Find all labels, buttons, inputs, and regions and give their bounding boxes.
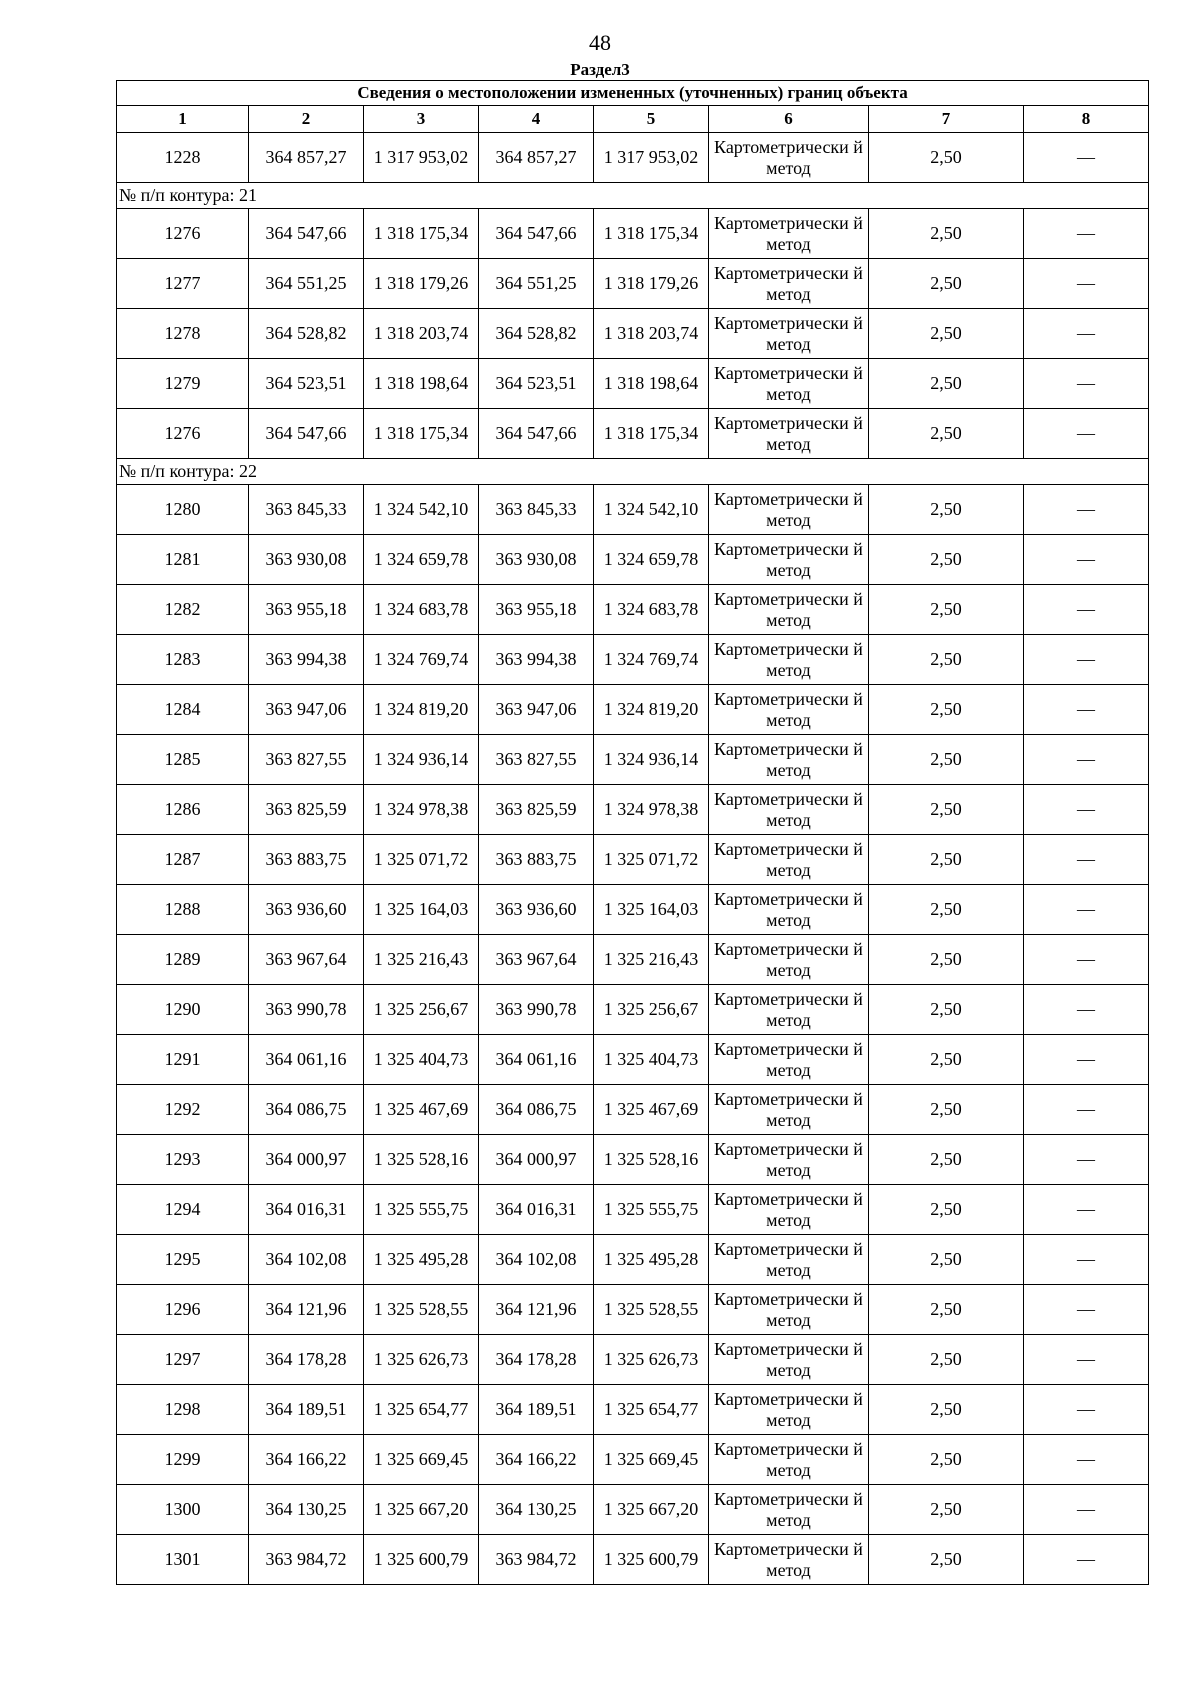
x-new-cell: 364 189,51 bbox=[479, 1385, 594, 1435]
accuracy-cell: 2,50 bbox=[869, 1035, 1024, 1085]
y-existing-cell: 1 325 669,45 bbox=[364, 1435, 479, 1485]
description-cell: — bbox=[1024, 785, 1149, 835]
description-cell: — bbox=[1024, 635, 1149, 685]
accuracy-cell: 2,50 bbox=[869, 1185, 1024, 1235]
table-row bbox=[117, 1535, 1149, 1585]
column-number: 6 bbox=[709, 106, 869, 133]
y-new-cell: 1 325 600,79 bbox=[594, 1535, 709, 1585]
y-new-cell: 1 325 528,55 bbox=[594, 1285, 709, 1335]
table-title: Сведения о местоположении измененных (уточненных) границ объекта bbox=[117, 81, 1149, 106]
section-title: Раздел3 bbox=[570, 60, 630, 79]
y-new-cell: 1 324 978,38 bbox=[594, 785, 709, 835]
table-row bbox=[117, 1235, 1149, 1285]
point-number-cell: 1285 bbox=[117, 735, 249, 785]
point-number-cell: 1290 bbox=[117, 985, 249, 1035]
accuracy-cell: 2,50 bbox=[869, 409, 1024, 459]
y-new-cell: 1 325 071,72 bbox=[594, 835, 709, 885]
method-cell: Картометрически й метод bbox=[709, 1085, 869, 1135]
method-cell: Картометрически й метод bbox=[709, 1035, 869, 1085]
accuracy-cell: 2,50 bbox=[869, 1385, 1024, 1435]
description-cell: — bbox=[1024, 133, 1149, 183]
accuracy-cell: 2,50 bbox=[869, 259, 1024, 309]
description-cell: — bbox=[1024, 1535, 1149, 1585]
contour-label: № п/п контура: 22 bbox=[117, 459, 1149, 485]
column-number-row bbox=[117, 106, 1149, 133]
x-existing-cell: 364 523,51 bbox=[249, 359, 364, 409]
method-cell: Картометрически й метод bbox=[709, 735, 869, 785]
description-cell: — bbox=[1024, 1385, 1149, 1435]
x-new-cell: 363 883,75 bbox=[479, 835, 594, 885]
x-existing-cell: 364 166,22 bbox=[249, 1435, 364, 1485]
accuracy-cell: 2,50 bbox=[869, 309, 1024, 359]
y-new-cell: 1 324 542,10 bbox=[594, 485, 709, 535]
table-row bbox=[117, 1135, 1149, 1185]
x-new-cell: 364 130,25 bbox=[479, 1485, 594, 1535]
x-new-cell: 363 984,72 bbox=[479, 1535, 594, 1585]
y-new-cell: 1 318 203,74 bbox=[594, 309, 709, 359]
x-existing-cell: 363 947,06 bbox=[249, 685, 364, 735]
method-cell: Картометрически й метод bbox=[709, 585, 869, 635]
x-existing-cell: 363 845,33 bbox=[249, 485, 364, 535]
method-cell: Картометрически й метод bbox=[709, 1535, 869, 1585]
x-new-cell: 364 551,25 bbox=[479, 259, 594, 309]
contour-label: № п/п контура: 21 bbox=[117, 183, 1149, 209]
table-row bbox=[117, 1085, 1149, 1135]
x-existing-cell: 364 857,27 bbox=[249, 133, 364, 183]
x-existing-cell: 363 967,64 bbox=[249, 935, 364, 985]
column-number: 1 bbox=[117, 106, 249, 133]
accuracy-cell: 2,50 bbox=[869, 1235, 1024, 1285]
point-number-cell: 1228 bbox=[117, 133, 249, 183]
x-new-cell: 364 528,82 bbox=[479, 309, 594, 359]
y-new-cell: 1 324 683,78 bbox=[594, 585, 709, 635]
column-number: 8 bbox=[1024, 106, 1149, 133]
method-cell: Картометрически й метод bbox=[709, 1235, 869, 1285]
method-cell: Картометрически й метод bbox=[709, 1385, 869, 1435]
y-new-cell: 1 318 179,26 bbox=[594, 259, 709, 309]
table-row bbox=[117, 735, 1149, 785]
y-new-cell: 1 325 256,67 bbox=[594, 985, 709, 1035]
x-new-cell: 364 086,75 bbox=[479, 1085, 594, 1135]
accuracy-cell: 2,50 bbox=[869, 1285, 1024, 1335]
accuracy-cell: 2,50 bbox=[869, 735, 1024, 785]
point-number-cell: 1296 bbox=[117, 1285, 249, 1335]
y-new-cell: 1 325 555,75 bbox=[594, 1185, 709, 1235]
x-new-cell: 364 000,97 bbox=[479, 1135, 594, 1185]
x-new-cell: 364 016,31 bbox=[479, 1185, 594, 1235]
x-new-cell: 364 523,51 bbox=[479, 359, 594, 409]
table-row bbox=[117, 1035, 1149, 1085]
y-existing-cell: 1 317 953,02 bbox=[364, 133, 479, 183]
table-row bbox=[117, 409, 1149, 459]
x-existing-cell: 363 827,55 bbox=[249, 735, 364, 785]
description-cell: — bbox=[1024, 1035, 1149, 1085]
page-number: 48 bbox=[589, 30, 611, 55]
x-new-cell: 364 547,66 bbox=[479, 409, 594, 459]
table-row bbox=[117, 359, 1149, 409]
y-new-cell: 1 325 495,28 bbox=[594, 1235, 709, 1285]
contour-header-row bbox=[117, 459, 1149, 485]
point-number-cell: 1289 bbox=[117, 935, 249, 985]
description-cell: — bbox=[1024, 735, 1149, 785]
accuracy-cell: 2,50 bbox=[869, 209, 1024, 259]
method-cell: Картометрически й метод bbox=[709, 309, 869, 359]
point-number-cell: 1286 bbox=[117, 785, 249, 835]
table-body bbox=[117, 133, 1149, 1585]
method-cell: Картометрически й метод bbox=[709, 835, 869, 885]
description-cell: — bbox=[1024, 585, 1149, 635]
x-new-cell: 363 936,60 bbox=[479, 885, 594, 935]
y-new-cell: 1 317 953,02 bbox=[594, 133, 709, 183]
x-existing-cell: 364 528,82 bbox=[249, 309, 364, 359]
description-cell: — bbox=[1024, 1235, 1149, 1285]
table-row bbox=[117, 209, 1149, 259]
accuracy-cell: 2,50 bbox=[869, 985, 1024, 1035]
description-cell: — bbox=[1024, 535, 1149, 585]
x-existing-cell: 364 547,66 bbox=[249, 409, 364, 459]
method-cell: Картометрически й метод bbox=[709, 259, 869, 309]
x-existing-cell: 364 086,75 bbox=[249, 1085, 364, 1135]
column-number: 5 bbox=[594, 106, 709, 133]
y-existing-cell: 1 318 179,26 bbox=[364, 259, 479, 309]
y-existing-cell: 1 324 659,78 bbox=[364, 535, 479, 585]
accuracy-cell: 2,50 bbox=[869, 1485, 1024, 1535]
y-new-cell: 1 325 467,69 bbox=[594, 1085, 709, 1135]
x-existing-cell: 364 016,31 bbox=[249, 1185, 364, 1235]
y-existing-cell: 1 325 528,55 bbox=[364, 1285, 479, 1335]
method-cell: Картометрически й метод bbox=[709, 1285, 869, 1335]
y-new-cell: 1 325 667,20 bbox=[594, 1485, 709, 1535]
x-new-cell: 364 857,27 bbox=[479, 133, 594, 183]
y-existing-cell: 1 325 216,43 bbox=[364, 935, 479, 985]
y-existing-cell: 1 324 978,38 bbox=[364, 785, 479, 835]
accuracy-cell: 2,50 bbox=[869, 1435, 1024, 1485]
table-row bbox=[117, 309, 1149, 359]
point-number-cell: 1277 bbox=[117, 259, 249, 309]
table-row bbox=[117, 685, 1149, 735]
description-cell: — bbox=[1024, 985, 1149, 1035]
y-new-cell: 1 324 659,78 bbox=[594, 535, 709, 585]
accuracy-cell: 2,50 bbox=[869, 935, 1024, 985]
y-new-cell: 1 325 528,16 bbox=[594, 1135, 709, 1185]
point-number-cell: 1278 bbox=[117, 309, 249, 359]
x-new-cell: 364 547,66 bbox=[479, 209, 594, 259]
point-number-cell: 1292 bbox=[117, 1085, 249, 1135]
table-row bbox=[117, 1335, 1149, 1385]
method-cell: Картометрически й метод bbox=[709, 1135, 869, 1185]
table-row bbox=[117, 1285, 1149, 1335]
x-existing-cell: 363 990,78 bbox=[249, 985, 364, 1035]
description-cell: — bbox=[1024, 359, 1149, 409]
table-row bbox=[117, 935, 1149, 985]
y-new-cell: 1 324 936,14 bbox=[594, 735, 709, 785]
y-existing-cell: 1 325 667,20 bbox=[364, 1485, 479, 1535]
point-number-cell: 1297 bbox=[117, 1335, 249, 1385]
description-cell: — bbox=[1024, 259, 1149, 309]
method-cell: Картометрически й метод bbox=[709, 1185, 869, 1235]
x-new-cell: 363 947,06 bbox=[479, 685, 594, 735]
table-row bbox=[117, 485, 1149, 535]
description-cell: — bbox=[1024, 485, 1149, 535]
y-new-cell: 1 324 819,20 bbox=[594, 685, 709, 735]
point-number-cell: 1298 bbox=[117, 1385, 249, 1435]
x-existing-cell: 364 189,51 bbox=[249, 1385, 364, 1435]
point-number-cell: 1288 bbox=[117, 885, 249, 935]
point-number-cell: 1280 bbox=[117, 485, 249, 535]
table-row bbox=[117, 535, 1149, 585]
x-new-cell: 364 166,22 bbox=[479, 1435, 594, 1485]
point-number-cell: 1282 bbox=[117, 585, 249, 635]
table-row bbox=[117, 133, 1149, 183]
method-cell: Картометрически й метод bbox=[709, 209, 869, 259]
y-existing-cell: 1 325 495,28 bbox=[364, 1235, 479, 1285]
table-row bbox=[117, 1385, 1149, 1435]
point-number-cell: 1300 bbox=[117, 1485, 249, 1535]
description-cell: — bbox=[1024, 885, 1149, 935]
y-existing-cell: 1 325 528,16 bbox=[364, 1135, 479, 1185]
x-existing-cell: 363 936,60 bbox=[249, 885, 364, 935]
y-new-cell: 1 325 669,45 bbox=[594, 1435, 709, 1485]
point-number-cell: 1279 bbox=[117, 359, 249, 409]
x-existing-cell: 364 551,25 bbox=[249, 259, 364, 309]
accuracy-cell: 2,50 bbox=[869, 785, 1024, 835]
y-new-cell: 1 318 175,34 bbox=[594, 209, 709, 259]
x-new-cell: 363 994,38 bbox=[479, 635, 594, 685]
accuracy-cell: 2,50 bbox=[869, 585, 1024, 635]
x-existing-cell: 363 955,18 bbox=[249, 585, 364, 635]
method-cell: Картометрически й метод bbox=[709, 1335, 869, 1385]
method-cell: Картометрически й метод bbox=[709, 1485, 869, 1535]
point-number-cell: 1293 bbox=[117, 1135, 249, 1185]
accuracy-cell: 2,50 bbox=[869, 835, 1024, 885]
description-cell: — bbox=[1024, 1185, 1149, 1235]
point-number-cell: 1276 bbox=[117, 209, 249, 259]
x-new-cell: 364 121,96 bbox=[479, 1285, 594, 1335]
table-row bbox=[117, 985, 1149, 1035]
x-existing-cell: 364 000,97 bbox=[249, 1135, 364, 1185]
y-existing-cell: 1 325 467,69 bbox=[364, 1085, 479, 1135]
x-new-cell: 363 967,64 bbox=[479, 935, 594, 985]
x-existing-cell: 363 825,59 bbox=[249, 785, 364, 835]
y-new-cell: 1 325 654,77 bbox=[594, 1385, 709, 1435]
description-cell: — bbox=[1024, 835, 1149, 885]
x-existing-cell: 363 930,08 bbox=[249, 535, 364, 585]
x-existing-cell: 364 547,66 bbox=[249, 209, 364, 259]
y-existing-cell: 1 324 819,20 bbox=[364, 685, 479, 735]
description-cell: — bbox=[1024, 685, 1149, 735]
description-cell: — bbox=[1024, 209, 1149, 259]
description-cell: — bbox=[1024, 1085, 1149, 1135]
y-existing-cell: 1 324 936,14 bbox=[364, 735, 479, 785]
method-cell: Картометрически й метод bbox=[709, 535, 869, 585]
y-existing-cell: 1 324 769,74 bbox=[364, 635, 479, 685]
method-cell: Картометрически й метод bbox=[709, 1435, 869, 1485]
accuracy-cell: 2,50 bbox=[869, 1135, 1024, 1185]
y-existing-cell: 1 324 683,78 bbox=[364, 585, 479, 635]
x-new-cell: 364 178,28 bbox=[479, 1335, 594, 1385]
column-number: 4 bbox=[479, 106, 594, 133]
method-cell: Картометрически й метод bbox=[709, 785, 869, 835]
table-row bbox=[117, 785, 1149, 835]
method-cell: Картометрически й метод bbox=[709, 359, 869, 409]
accuracy-cell: 2,50 bbox=[869, 485, 1024, 535]
point-number-cell: 1299 bbox=[117, 1435, 249, 1485]
x-existing-cell: 364 178,28 bbox=[249, 1335, 364, 1385]
y-new-cell: 1 318 175,34 bbox=[594, 409, 709, 459]
description-cell: — bbox=[1024, 1485, 1149, 1535]
method-cell: Картометрически й метод bbox=[709, 133, 869, 183]
point-number-cell: 1281 bbox=[117, 535, 249, 585]
description-cell: — bbox=[1024, 409, 1149, 459]
description-cell: — bbox=[1024, 1435, 1149, 1485]
description-cell: — bbox=[1024, 1285, 1149, 1335]
y-new-cell: 1 325 216,43 bbox=[594, 935, 709, 985]
method-cell: Картометрически й метод bbox=[709, 685, 869, 735]
y-new-cell: 1 324 769,74 bbox=[594, 635, 709, 685]
x-new-cell: 364 102,08 bbox=[479, 1235, 594, 1285]
method-cell: Картометрически й метод bbox=[709, 635, 869, 685]
y-existing-cell: 1 324 542,10 bbox=[364, 485, 479, 535]
accuracy-cell: 2,50 bbox=[869, 885, 1024, 935]
point-number-cell: 1283 bbox=[117, 635, 249, 685]
x-existing-cell: 363 984,72 bbox=[249, 1535, 364, 1585]
accuracy-cell: 2,50 bbox=[869, 685, 1024, 735]
y-existing-cell: 1 325 555,75 bbox=[364, 1185, 479, 1235]
y-existing-cell: 1 325 071,72 bbox=[364, 835, 479, 885]
x-existing-cell: 363 883,75 bbox=[249, 835, 364, 885]
table-row bbox=[117, 1435, 1149, 1485]
table-row bbox=[117, 1485, 1149, 1535]
y-existing-cell: 1 325 256,67 bbox=[364, 985, 479, 1035]
contour-header-row bbox=[117, 183, 1149, 209]
point-number-cell: 1284 bbox=[117, 685, 249, 735]
method-cell: Картометрически й метод bbox=[709, 409, 869, 459]
y-existing-cell: 1 325 626,73 bbox=[364, 1335, 479, 1385]
x-new-cell: 363 930,08 bbox=[479, 535, 594, 585]
column-number: 7 bbox=[869, 106, 1024, 133]
method-cell: Картометрически й метод bbox=[709, 485, 869, 535]
x-new-cell: 364 061,16 bbox=[479, 1035, 594, 1085]
y-existing-cell: 1 318 175,34 bbox=[364, 209, 479, 259]
x-new-cell: 363 990,78 bbox=[479, 985, 594, 1035]
x-existing-cell: 363 994,38 bbox=[249, 635, 364, 685]
x-existing-cell: 364 130,25 bbox=[249, 1485, 364, 1535]
accuracy-cell: 2,50 bbox=[869, 133, 1024, 183]
x-new-cell: 363 955,18 bbox=[479, 585, 594, 635]
y-existing-cell: 1 325 404,73 bbox=[364, 1035, 479, 1085]
boundary-coordinates-table bbox=[116, 80, 1149, 1585]
y-new-cell: 1 325 164,03 bbox=[594, 885, 709, 935]
table-row bbox=[117, 635, 1149, 685]
y-new-cell: 1 318 198,64 bbox=[594, 359, 709, 409]
method-cell: Картометрически й метод bbox=[709, 885, 869, 935]
method-cell: Картометрически й метод bbox=[709, 935, 869, 985]
x-new-cell: 363 845,33 bbox=[479, 485, 594, 535]
method-cell: Картометрически й метод bbox=[709, 985, 869, 1035]
table-row bbox=[117, 835, 1149, 885]
description-cell: — bbox=[1024, 1135, 1149, 1185]
x-new-cell: 363 825,59 bbox=[479, 785, 594, 835]
y-existing-cell: 1 318 203,74 bbox=[364, 309, 479, 359]
description-cell: — bbox=[1024, 309, 1149, 359]
x-new-cell: 363 827,55 bbox=[479, 735, 594, 785]
description-cell: — bbox=[1024, 935, 1149, 985]
description-cell: — bbox=[1024, 1335, 1149, 1385]
y-existing-cell: 1 325 600,79 bbox=[364, 1535, 479, 1585]
accuracy-cell: 2,50 bbox=[869, 1535, 1024, 1585]
table-row bbox=[117, 1185, 1149, 1235]
point-number-cell: 1291 bbox=[117, 1035, 249, 1085]
y-existing-cell: 1 325 164,03 bbox=[364, 885, 479, 935]
point-number-cell: 1276 bbox=[117, 409, 249, 459]
x-existing-cell: 364 121,96 bbox=[249, 1285, 364, 1335]
table-row bbox=[117, 259, 1149, 309]
accuracy-cell: 2,50 bbox=[869, 1085, 1024, 1135]
y-new-cell: 1 325 626,73 bbox=[594, 1335, 709, 1385]
column-number: 3 bbox=[364, 106, 479, 133]
accuracy-cell: 2,50 bbox=[869, 1335, 1024, 1385]
column-number: 2 bbox=[249, 106, 364, 133]
x-existing-cell: 364 102,08 bbox=[249, 1235, 364, 1285]
accuracy-cell: 2,50 bbox=[869, 535, 1024, 585]
x-existing-cell: 364 061,16 bbox=[249, 1035, 364, 1085]
y-existing-cell: 1 325 654,77 bbox=[364, 1385, 479, 1435]
table-row bbox=[117, 585, 1149, 635]
point-number-cell: 1301 bbox=[117, 1535, 249, 1585]
y-new-cell: 1 325 404,73 bbox=[594, 1035, 709, 1085]
y-existing-cell: 1 318 198,64 bbox=[364, 359, 479, 409]
point-number-cell: 1294 bbox=[117, 1185, 249, 1235]
accuracy-cell: 2,50 bbox=[869, 359, 1024, 409]
y-existing-cell: 1 318 175,34 bbox=[364, 409, 479, 459]
point-number-cell: 1287 bbox=[117, 835, 249, 885]
accuracy-cell: 2,50 bbox=[869, 635, 1024, 685]
point-number-cell: 1295 bbox=[117, 1235, 249, 1285]
table-row bbox=[117, 885, 1149, 935]
